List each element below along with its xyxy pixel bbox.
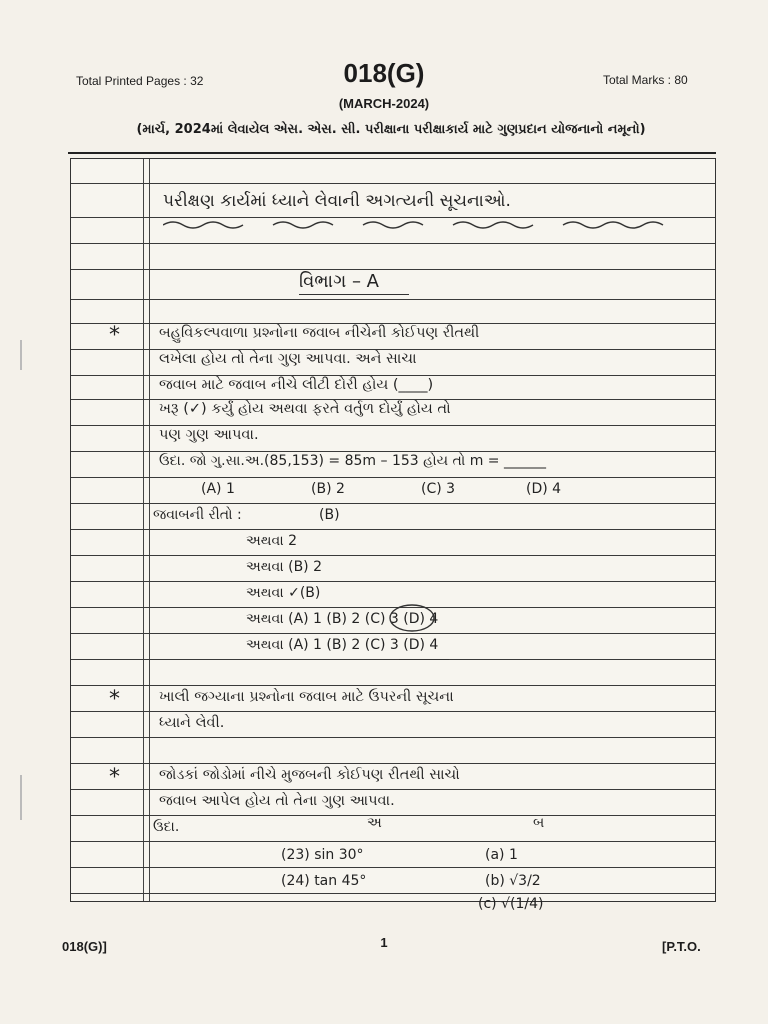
mcq-line-4: ખરૂ (✓) કર્યું હોય અથવા ફરતે વર્તુળ દોર્યું હોય તો	[159, 401, 451, 417]
ruled-line	[71, 815, 715, 816]
circled-answer-mark	[387, 603, 437, 633]
blanks-line-2: ધ્યાને લેવી.	[159, 715, 225, 731]
ruled-line	[71, 503, 715, 504]
ruled-line	[71, 529, 715, 530]
exam-month: (MARCH-2024)	[338, 96, 430, 111]
ruled-line	[71, 323, 715, 324]
match-line-1: જોડકાં જોડોમાં નીચે મુજબની કોઈપણ રીતથી સાચો	[159, 767, 460, 783]
section-title: વિભાગ – A	[299, 271, 379, 292]
ruled-line	[71, 183, 715, 184]
way-first: (B)	[319, 507, 340, 523]
match-example-label: ઉદા.	[153, 819, 180, 835]
way-2: અથવા (B) 2	[246, 559, 322, 575]
column-a-heading: અ	[367, 815, 382, 831]
ruled-line	[71, 217, 715, 218]
paper-code: 018(G)	[343, 58, 425, 88]
header-rule	[68, 152, 716, 154]
example-option-b: (B) 2	[311, 481, 345, 497]
ruled-line	[71, 763, 715, 764]
column-b-heading: બ	[533, 815, 545, 831]
way-4: અથવા (A) 1 (B) 2 (C) 3 (D) 4	[246, 611, 439, 627]
mcq-line-2: લખેલા હોય તો તેના ગુણ આપવા. અને સાચા	[159, 351, 417, 367]
ruled-line	[71, 685, 715, 686]
ruled-line	[71, 451, 715, 452]
ruled-line	[71, 477, 715, 478]
way-3: અથવા ✓(B)	[246, 585, 321, 601]
ruled-line	[71, 269, 715, 270]
ways-label: જવાબની રીતો :	[153, 507, 242, 523]
match-extra-option: (c) √(1/4)	[478, 896, 544, 912]
ruled-line	[71, 299, 715, 300]
way-1: અથવા 2	[246, 533, 298, 549]
ruled-line	[71, 633, 715, 634]
notes-heading: પરીક્ષણ કાર્યમાં ધ્યાને લેવાની અગત્યની સૂચનાઓ.	[163, 191, 511, 211]
underlined-answer-mark	[399, 659, 449, 660]
match-line-2: જવાબ આપેલ હોય તો તેના ગુણ આપવા.	[159, 793, 395, 809]
match-row-1-left: (23) sin 30°	[281, 847, 364, 863]
total-printed-pages: Total Printed Pages : 32	[76, 74, 204, 88]
example-option-c: (C) 3	[421, 481, 456, 497]
ruled-line	[71, 789, 715, 790]
ruled-line	[71, 841, 715, 842]
ruled-line	[71, 243, 715, 244]
ruled-line	[71, 737, 715, 738]
scan-edge-mark	[20, 775, 22, 820]
bullet-star-match: *	[109, 765, 120, 790]
blanks-line-1: ખાલી જગ્યાના પ્રશ્નોના જવાબ માટે ઉપરની સૂચના	[159, 689, 454, 705]
ruled-line	[71, 581, 715, 582]
footer-pto: [P.T.O.	[662, 939, 701, 954]
ruled-line	[71, 349, 715, 350]
handwritten-sheet	[70, 158, 716, 902]
match-row-1-right: (a) 1	[485, 847, 518, 863]
ruled-line	[71, 867, 715, 868]
example-option-d: (D) 4	[526, 481, 562, 497]
match-row-2-right: (b) √3/2	[485, 873, 541, 889]
scheme-subtitle: (માર્ચ, 2024માં લેવાયેલ એસ. એસ. સી. પરીક્ષાના પરીક્ષાકાર્ય માટે ગુણપ્રદાન યોજનાનો નમૂનો)	[136, 122, 646, 137]
bullet-star-mcq: *	[109, 323, 120, 348]
heading-wavy-underline	[163, 219, 683, 231]
mcq-line-3: જવાબ માટે જવાબ નીચે લીટી દોરી હોય (____)	[159, 377, 434, 393]
ruled-line	[71, 399, 715, 400]
ruled-line	[71, 659, 715, 660]
scan-edge-mark	[20, 340, 22, 370]
total-marks: Total Marks : 80	[603, 73, 688, 87]
ruled-line	[71, 425, 715, 426]
ruled-line	[71, 711, 715, 712]
example-question: ઉદા. જો ગુ.સા.અ.(85,153) = 85m – 153 હોય તો m = ______	[159, 453, 546, 469]
bullet-star-blanks: *	[109, 687, 120, 712]
way-5: અથવા (A) 1 (B) 2 (C) 3 (D) 4	[246, 637, 439, 653]
match-row-2-left: (24) tan 45°	[281, 873, 367, 889]
example-option-a: (A) 1	[201, 481, 235, 497]
ruled-line	[71, 893, 715, 894]
ruled-line	[71, 375, 715, 376]
mcq-line-1: બહુવિકલ્પવાળા પ્રશ્નોના જવાબ નીચેની કોઈપણ રીતથી	[159, 325, 480, 341]
ruled-line	[71, 555, 715, 556]
section-underline	[299, 294, 409, 295]
footer-page-number: 1	[380, 935, 388, 950]
mcq-line-5: પણ ગુણ આપવા.	[159, 427, 259, 443]
footer-paper-code: 018(G)]	[62, 939, 107, 954]
